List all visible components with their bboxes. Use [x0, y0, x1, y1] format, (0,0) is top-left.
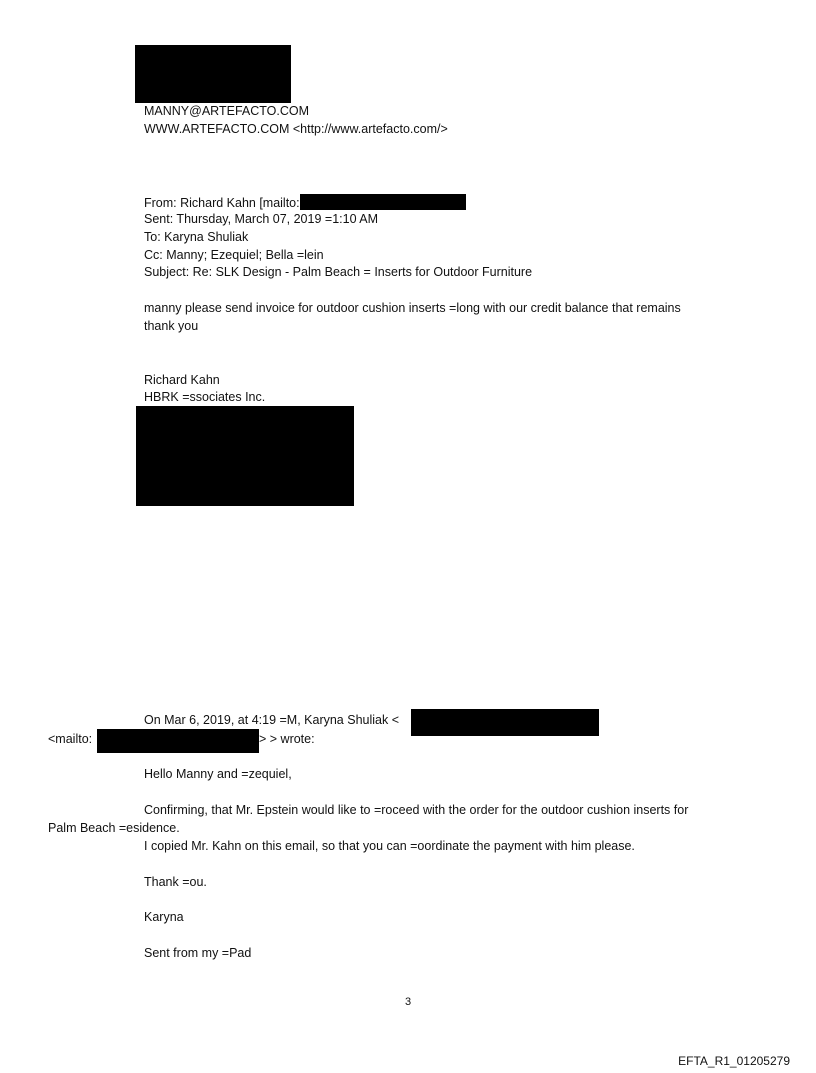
- header-subject: Subject: Re: SLK Design - Palm Beach = Inserts for Outdoor Furniture: [144, 265, 533, 279]
- header-from-text: From: Richard Kahn [mailto:: [144, 196, 300, 210]
- redaction-mailto: [97, 729, 259, 753]
- body-line-1: manny please send invoice for outdoor cushion inserts =long with our credit balance that remains: [144, 301, 681, 315]
- quoted-para2: I copied Mr. Kahn on this email, so that you can =oordinate the payment with him please.: [144, 839, 635, 853]
- quoted-para1-line1: Confirming, that Mr. Epstein would like to =roceed with the order for the outdoor cushion inserts for: [144, 803, 689, 817]
- header-sent: Sent: Thursday, March 07, 2019 =1:10 AM: [144, 212, 379, 226]
- quoted-thanks: Thank =ou.: [144, 875, 207, 889]
- quoted-para1-line2: Palm Beach =esidence.: [48, 821, 180, 835]
- quoted-mailto-prefix: <mailto:: [48, 732, 93, 746]
- redaction-from-email: [300, 194, 466, 210]
- page-number: 3: [404, 996, 412, 1008]
- quoted-greeting: Hello Manny and =zequiel,: [144, 767, 292, 781]
- quoted-mailto-suffix: > > wrote:: [259, 732, 315, 746]
- header-cc: Cc: Manny; Ezequiel; Bella =lein: [144, 248, 324, 262]
- signature-website: WWW.ARTEFACTO.COM <http://www.artefacto.com/>: [144, 122, 448, 136]
- document-id: EFTA_R1_01205279: [678, 1054, 790, 1068]
- body-line-2: thank you: [144, 319, 199, 333]
- quoted-intro: [144, 712, 399, 728]
- quoted-mailto-line: [48, 731, 92, 747]
- redaction-block-signature: [136, 406, 354, 506]
- quoted-intro-text: On Mar 6, 2019, at 4:19 =M, Karyna Shuliak <: [144, 713, 400, 727]
- kahn-company: HBRK =ssociates Inc.: [144, 390, 266, 404]
- header-from: [144, 194, 466, 211]
- redaction-block-top: [135, 45, 291, 103]
- kahn-name: Richard Kahn: [144, 373, 220, 387]
- signature-email: MANNY@ARTEFACTO.COM: [144, 104, 310, 118]
- header-to: To: Karyna Shuliak: [144, 230, 249, 244]
- quoted-sender: Karyna: [144, 910, 184, 924]
- redaction-sender-email: [411, 709, 599, 736]
- quoted-sent-from: Sent from my =Pad: [144, 946, 252, 960]
- quoted-mailto-suffix-line: [259, 731, 315, 747]
